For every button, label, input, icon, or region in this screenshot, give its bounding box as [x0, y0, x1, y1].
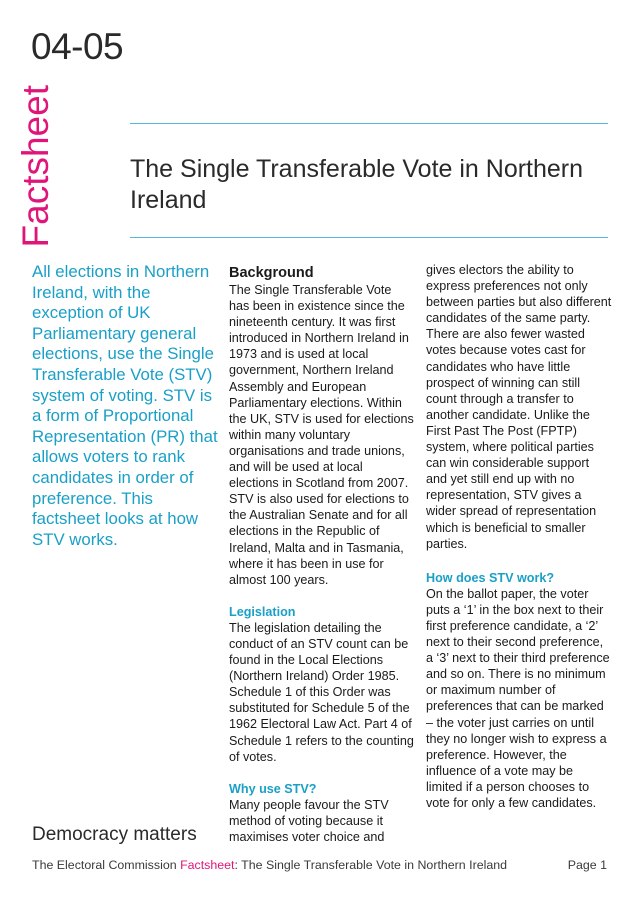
- legislation-heading: Legislation: [229, 604, 296, 619]
- why-use-stv-body-continued: gives electors the ability to express preferences not only between parties but also different candidates of the same party. There are also fewer wasted votes because votes cast for candidates who have little prospect of winning can still count through a transfer to another candidate. Unlike the First Past The Post (FPTP) system, where political parties can win considerable support and yet still end up with no representation, STV gives a wider spread of representation which is beneficial to smaller parties.: [426, 263, 612, 551]
- how-stv-works-body: On the ballot paper, the voter puts a ‘1’ in the box next to their first preference candidate, a ‘2’ next to their second preference, a ‘3’ next to their third preference and so on. There is no minimum or maximum number of preferences that can be marked – the voter just carries on until they no longer wish to express a preference. However, the influence of a vote may be limited if a person chooses to vote for only a few candidates.: [426, 586, 610, 810]
- background-heading: Background: [229, 265, 314, 281]
- how-stv-works-heading: How does STV work?: [426, 570, 555, 585]
- top-divider: [130, 123, 608, 124]
- intro-summary: All elections in Northern Ireland, with the exception of UK Parliamentary general elections, use the Single Transferable Vote (STV) system of voting. STV is a form of Proportional Representation (PR) that allows voters to rank candidates in order of preference. This factsheet looks at how STV works.: [32, 262, 218, 549]
- why-use-stv-heading: Why use STV?: [229, 781, 317, 796]
- background-body: The Single Transferable Vote has been in existence since the nineteenth century. It was first introduced in Northern Ireland in 1973 and is used at local government, Northern Ireland Assembly and European Parliamentary elections. Within the UK, STV is used for elections within many voluntary organisations and trade unions, and will be used at local elections in Scotland from 2007. STV is also used for elections to the Australian Senate and for all elections in the Republic of Ireland, Malta and in Tasmania, where it has been in use for almost 100 years.: [229, 283, 414, 587]
- title-divider: [130, 237, 608, 238]
- factsheet-label-text: Factsheet: [14, 84, 56, 247]
- why-use-stv-body-start: Many people favour the STV method of voting because it maximises voter choice and: [229, 797, 389, 844]
- text-column-right: [426, 262, 612, 811]
- page-title: The Single Transferable Vote in Northern Ireland: [130, 155, 584, 214]
- footer-doc-title: : The Single Transferable Vote in Northern Ireland: [234, 858, 508, 872]
- factsheet-number: 04-05: [31, 26, 124, 67]
- footer-text: [32, 858, 507, 872]
- legislation-body: The legislation detailing the conduct of an STV count can be found in the Local Elections (Northern Ireland) Order 1985. Schedule 1 of this Order was substituted for Schedule 5 of the 1962 Electoral Law Act. Part 4 of Schedule 1 refers to the counting of votes.: [229, 620, 414, 764]
- footer-highlight: Factsheet: [180, 858, 235, 872]
- tagline: Democracy matters: [32, 824, 197, 845]
- factsheet-label-vertical: [14, 75, 56, 247]
- page-number: Page 1: [567, 858, 607, 872]
- text-column-left: [229, 265, 415, 845]
- footer-org: The Electoral Commission: [32, 858, 177, 872]
